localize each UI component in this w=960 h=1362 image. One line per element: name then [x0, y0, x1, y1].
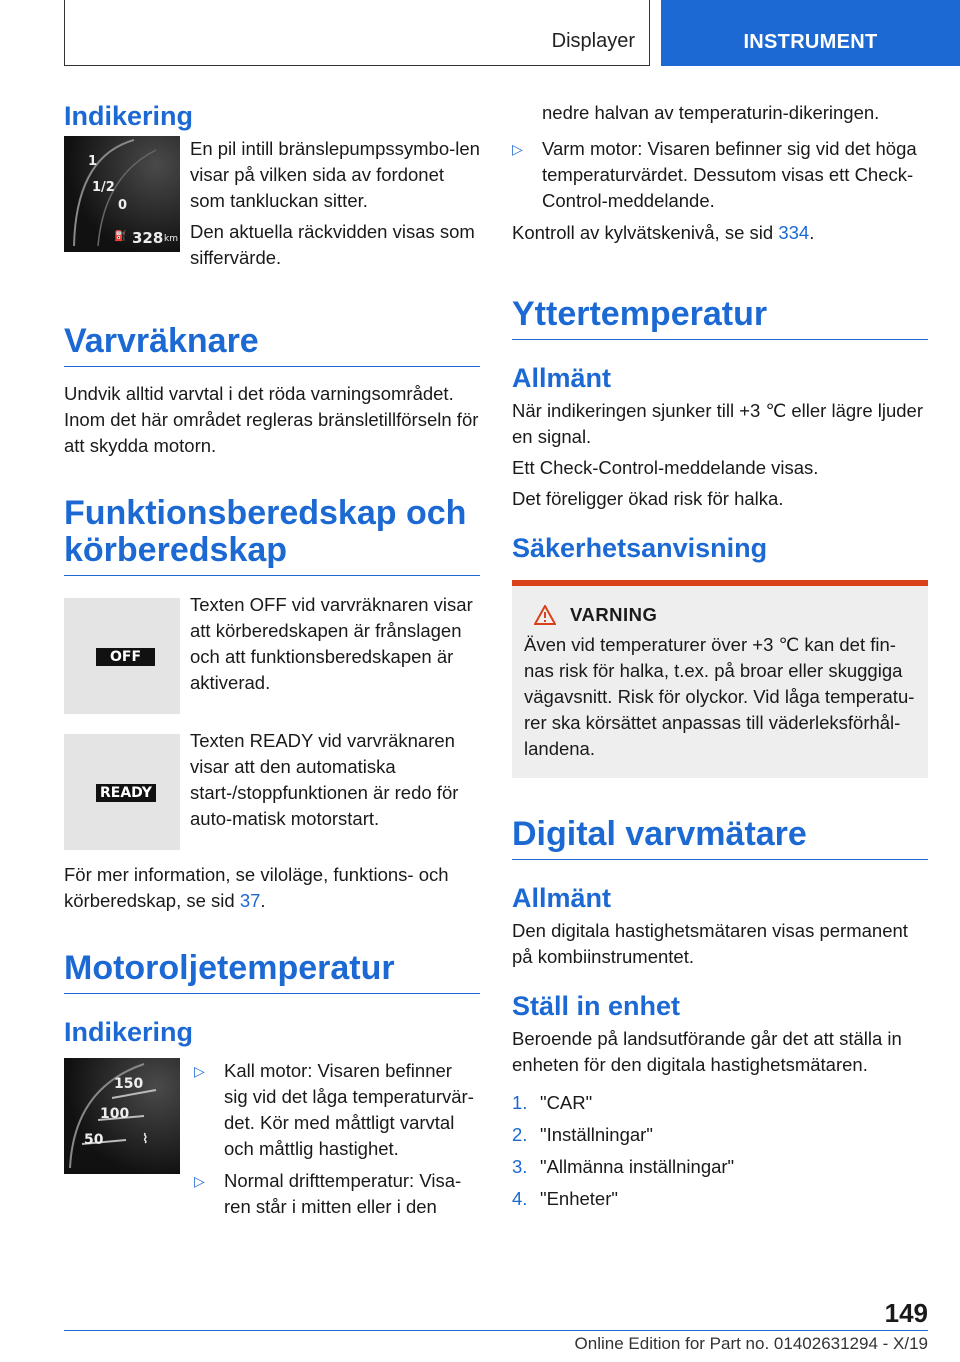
digital-allmant-heading: Allmänt [512, 883, 612, 913]
step-number: 2. [512, 1124, 528, 1145]
kontroll-prefix: Kontroll av kylvätskenivå, se sid [512, 222, 774, 243]
off-figure-row [64, 594, 480, 714]
bullet-cold-text: Kall motor: Visaren befinner sig vid det låga temperaturvär-det. Kör med måttligt varvtal och måttlig hastighet. [224, 1060, 474, 1159]
off-text: Texten OFF vid varvräknaren visar att körberedskapen är frånslagen och att funktionsberedskapen är aktiverad. [190, 594, 473, 693]
continued-bullets [512, 100, 928, 214]
digital-p2: Beroende på landsutförande går det att ställa in enheten för den digitala hastighetsmätaren. [512, 1028, 902, 1075]
more-info-prefix: För mer information, se viloläge, funktions- och körberedskap, se sid [64, 864, 449, 911]
oil-bullets [194, 1058, 480, 1226]
bullet-normal-continued: nedre halvan av temperaturin-dikeringen. [542, 102, 880, 123]
fuel-label-empty: 0 [118, 198, 128, 213]
list-item [512, 1122, 928, 1148]
footer-edition: Online Edition for Part no. 01402631294 - X/19 [574, 1334, 928, 1353]
funktion-heading: Funktionsberedskap och körberedskap [64, 495, 480, 576]
step-text: "Inställningar" [540, 1124, 653, 1145]
oil-gauge-image [64, 1058, 180, 1174]
off-indicator-image [64, 598, 180, 714]
oil-label-100: 100 [100, 1106, 130, 1122]
bullet-triangle-icon: ▷ [194, 1173, 205, 1189]
right-column [512, 100, 928, 1218]
more-info-page-link[interactable]: 37 [239, 890, 261, 911]
fuel-range-value: 328 [132, 229, 164, 247]
list-item [512, 1154, 928, 1180]
sakerhet-heading: Säkerhetsanvisning [512, 533, 768, 563]
motorolje-heading: Motoroljetemperatur [64, 950, 480, 994]
oil-temp-icon: ⌇ [142, 1132, 149, 1147]
bullet-item [512, 136, 928, 214]
oil-label-150: 150 [114, 1076, 144, 1092]
ready-figure-row [64, 730, 480, 850]
list-item [512, 1090, 928, 1116]
yttertemp-allmant-heading: Allmänt [512, 363, 612, 393]
fuel-label-half: 1/2 [92, 180, 115, 195]
kontroll-page-link[interactable]: 334 [778, 222, 810, 243]
page-number: 149 [884, 1298, 928, 1328]
step-number: 1. [512, 1092, 528, 1113]
warning-title: VARNING [570, 604, 658, 625]
more-info-text [64, 862, 480, 914]
header-chapter-label: INSTRUMENT [743, 31, 878, 53]
varvraknare-text: Undvik alltid varvtal i det röda varningsområdet. Inom det här området regleras bränsletillförseln för att skydda motorn. [64, 383, 479, 456]
varvraknare-heading: Varvräknare [64, 323, 480, 367]
oil-figure-row [64, 1058, 480, 1226]
bullet-item [194, 1168, 480, 1220]
left-column [64, 100, 480, 1226]
kontroll-text [512, 220, 928, 246]
warning-triangle-icon [534, 605, 556, 625]
list-item [512, 1186, 928, 1212]
footer-divider [64, 1330, 928, 1331]
fuel-figure-row [64, 136, 480, 271]
off-figure-text [190, 594, 480, 714]
fuel-gauge-image [64, 136, 180, 252]
warning-box [512, 580, 928, 778]
steps-list [512, 1090, 928, 1212]
bullet-triangle-icon: ▷ [194, 1063, 205, 1079]
step-text: "Allmänna inställningar" [540, 1156, 735, 1177]
digital-p1: Den digitala hastighetsmätaren visas permanent på kombiinstrumentet. [512, 920, 908, 967]
fuel-range-text: Den aktuella räckvidden visas som siffervärde. [190, 221, 475, 268]
bullet-normal-text: Normal drifttemperatur: Visa-ren står i mitten eller i den [224, 1170, 462, 1217]
yttertemp-p1: När indikeringen sjunker till +3 ℃ eller lägre ljuder en signal. [512, 400, 924, 447]
more-info-suffix: . [260, 890, 266, 911]
yttertemp-p2: Ett Check-Control-meddelande visas. [512, 457, 819, 478]
header-section-tab [64, 0, 650, 66]
bullet-item [194, 1058, 480, 1162]
step-text: "Enheter" [540, 1188, 618, 1209]
stall-in-enhet-heading: Ställ in enhet [512, 991, 681, 1021]
header-section-label: Displayer [551, 30, 635, 52]
ready-figure-text [190, 730, 480, 850]
bullet-triangle-icon: ▷ [512, 141, 523, 157]
step-number: 4. [512, 1188, 528, 1209]
digital-heading: Digital varvmätare [512, 816, 928, 860]
warning-title-row [524, 604, 916, 626]
bullet-warm-text: Varm motor: Visaren befinner sig vid det höga temperaturvärdet. Dessutom visas ett Check-Control-meddelande. [542, 138, 917, 211]
step-number: 3. [512, 1156, 528, 1177]
fuel-range-unit: km [164, 234, 178, 244]
fuel-side-text: En pil intill bränslepumpssymbo-len visar på vilken sida av fordonet som tankluckan sitter. [190, 138, 480, 211]
ready-lamp-label: READY [96, 784, 156, 802]
fuel-pump-icon: ⛽ [114, 231, 127, 242]
header-chapter-tab [661, 0, 960, 66]
off-lamp-label: OFF [96, 648, 155, 666]
yttertemp-p3: Det föreligger ökad risk för halka. [512, 488, 784, 509]
indikering-heading: Indikering [64, 101, 194, 131]
ready-text: Texten READY vid varvräknaren visar att den automatiska start-/stoppfunktionen är redo för auto-matisk motorstart. [190, 730, 459, 829]
yttertemp-heading: Yttertemperatur [512, 296, 928, 340]
motorolje-subheading: Indikering [64, 1017, 194, 1047]
warning-text: Även vid temperaturer över +3 ℃ kan det fin-nas risk för halka, t.ex. på broar eller skuggiga vägavsnitt. Risk för olyckor. Vid låga temperatu-rer ska körsättet anpassas till väderleksförhål-landena. [524, 634, 915, 759]
fuel-figure-text [190, 136, 480, 271]
fuel-label-full: 1 [88, 154, 98, 169]
kontroll-suffix: . [809, 222, 815, 243]
step-text: "CAR" [540, 1092, 593, 1113]
ready-indicator-image [64, 734, 180, 850]
oil-label-50: 50 [84, 1132, 104, 1148]
